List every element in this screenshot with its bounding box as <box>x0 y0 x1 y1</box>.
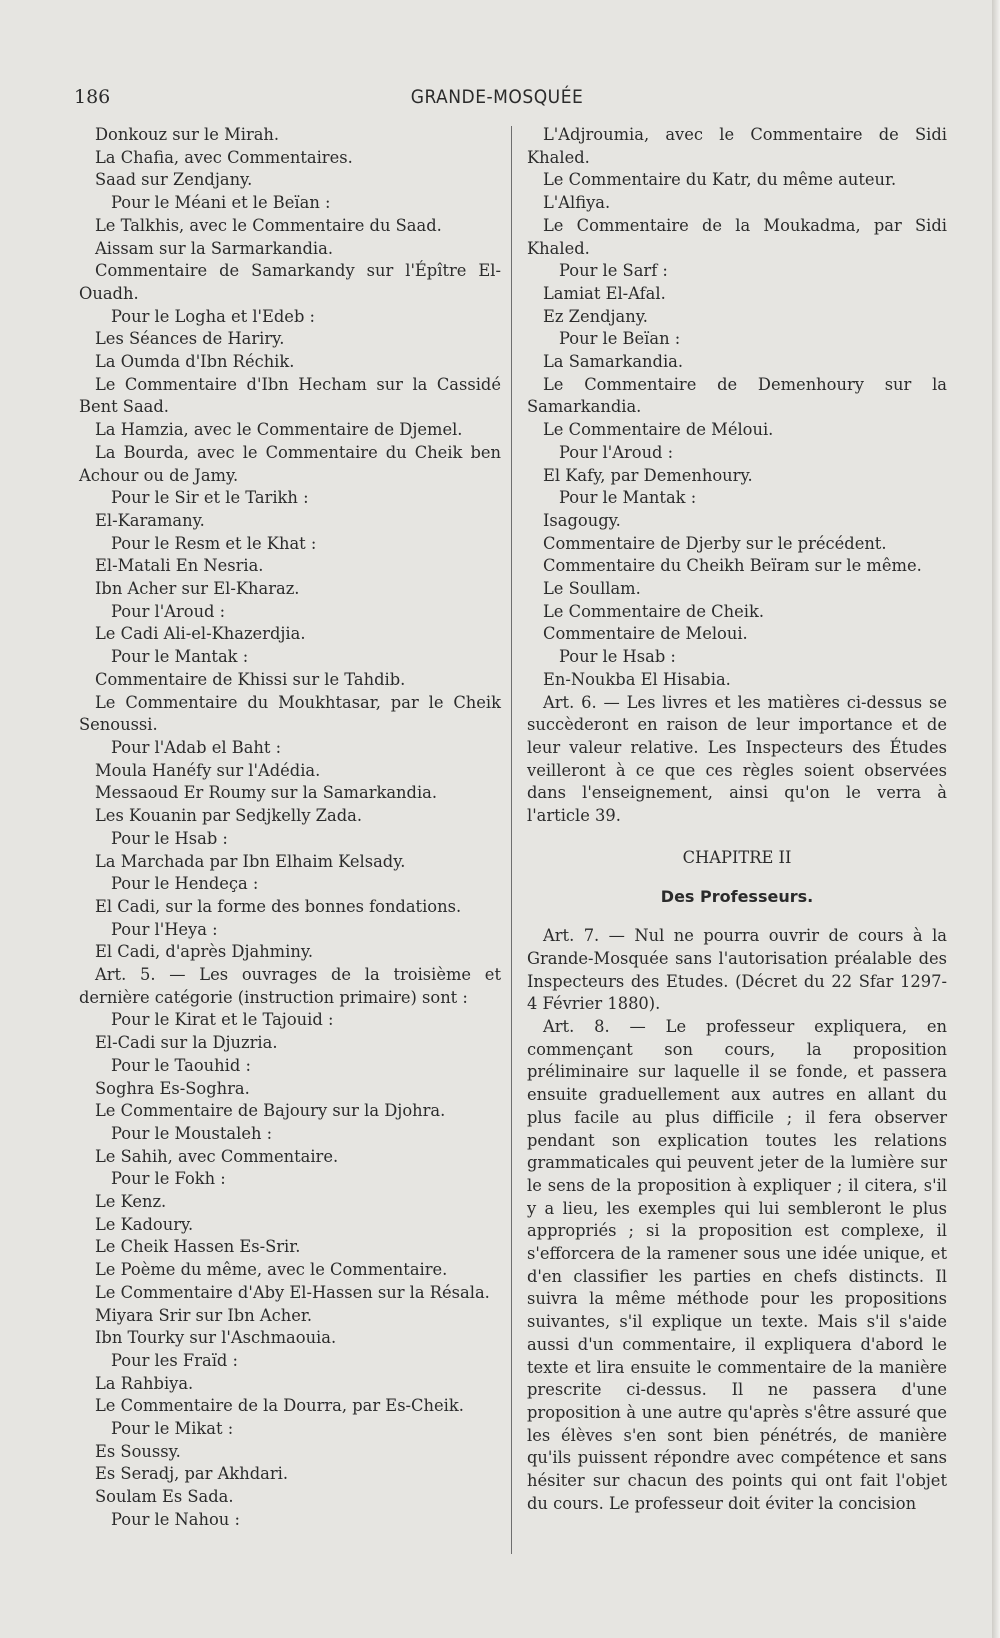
text-line: Ez Zendjany. <box>543 306 648 326</box>
text-line: Le Commentaire de Bajoury sur la Djohra. <box>95 1101 446 1121</box>
text-line: Ibn Acher sur El-Kharaz. <box>95 579 300 599</box>
text-line: Le Commentaire de la Moukadma, par Sidi Khaled. <box>527 215 947 258</box>
text-line: La Hamzia, avec le Commentaire de Djemel. <box>95 420 463 440</box>
text-line: Commentaire de Khissi sur le Tahdib. <box>95 669 406 689</box>
text-line: Pour le Moustaleh : <box>111 1123 273 1143</box>
text-line: Le Commentaire du Moukhtasar, par le Cheik Senoussi. <box>79 692 501 735</box>
text-line: Les Kouanin par Sedjkelly Zada. <box>95 806 363 826</box>
text-line: Les Séances de Hariry. <box>95 329 285 349</box>
text-line: Isagougy. <box>543 510 621 530</box>
text-line: Pour le Hsab : <box>111 828 228 848</box>
text-line: Es Soussy. <box>95 1441 181 1461</box>
text-line: Le Kenz. <box>95 1192 167 1212</box>
text-line: Commentaire du Cheikh Beïram sur le même. <box>543 556 922 576</box>
text-line: Pour l'Aroud : <box>559 442 674 462</box>
text-line: Pour le Logha et l'Edeb : <box>111 306 316 326</box>
text-line: Soghra Es-Soghra. <box>95 1078 250 1098</box>
text-line: Le Commentaire de la Dourra, par Es-Cheik. <box>95 1396 464 1416</box>
text-line: Messaoud Er Roumy sur la Samarkandia. <box>95 783 438 803</box>
text-line: Pour le Fokh : <box>111 1169 226 1189</box>
text-line: La Bourda, avec le Commentaire du Cheik ben Achour ou de Jamy. <box>79 442 501 485</box>
text-line: El Cadi, d'après Djahminy. <box>95 942 314 962</box>
text-line: La Marchada par Ibn Elhaim Kelsady. <box>95 851 406 871</box>
text-line: Le Soullam. <box>543 579 641 599</box>
text-line: Le Commentaire de Cheik. <box>543 601 764 621</box>
text-line: En-Noukba El Hisabia. <box>543 669 731 689</box>
text-line: Le Cadi Ali-el-Khazerdjia. <box>95 624 306 644</box>
text-line: Miyara Srir sur Ibn Acher. <box>95 1305 313 1325</box>
text-line: L'Adjroumia, avec le Commentaire de Sidi Khaled. <box>527 125 947 167</box>
text-line: Le Sahih, avec Commentaire. <box>95 1146 339 1166</box>
text-line: Le Commentaire de Demenhoury sur la Samarkandia. <box>527 374 947 417</box>
text-line: El Kafy, par Demenhoury. <box>543 465 753 485</box>
text-line: Ibn Tourky sur l'Aschmaouia. <box>95 1328 337 1348</box>
page-header <box>74 86 920 116</box>
text-line: Pour les Fraïd : <box>111 1350 238 1370</box>
text-line: Le Kadoury. <box>95 1214 194 1234</box>
text-line: La Samarkandia. <box>543 352 684 372</box>
text-line: Le Commentaire du Katr, du même auteur. <box>543 170 897 190</box>
text-line: Le Commentaire de Méloui. <box>543 420 774 440</box>
text-line: Le Commentaire d'Ibn Hecham sur la Cassidé Bent Saad. <box>79 374 501 417</box>
text-line: Commentaire de Djerby sur le précédent. <box>543 533 887 553</box>
text-line: Pour le Mikat : <box>111 1419 234 1439</box>
text-line: El-Matali En Nesria. <box>95 556 264 576</box>
running-title: GRANDE-MOSQUÉE <box>410 86 584 108</box>
text-line: Le Commentaire d'Aby El-Hassen sur la Résala. <box>95 1282 490 1302</box>
text-line: Pour le Taouhid : <box>111 1055 251 1075</box>
text-line: L'Alfiya. <box>543 193 611 213</box>
chapter-title: CHAPITRE II <box>682 847 792 867</box>
text-line: Pour l'Adab el Baht : <box>111 737 282 757</box>
text-line: Es Seradj, par Akhdari. <box>95 1464 289 1484</box>
text-line: Art. 6. — Les livres et les matières ci-dessus se succèderont en raison de leur importance et de leur valeur relative. Les Inspecteurs des Études veilleront à ce que ces règles soient observées dans l'enseignement, ainsi qu'on le verra à l'article 39. <box>527 692 947 826</box>
text-line: Art. 8. — Le professeur expliquera, en commençant son cours, la proposition préliminaire sur laquelle il se fonde, et passera ensuite graduellement aux autres en allant du plus facile au plus difficile ; il fera observer pendant son explication toutes les relations grammaticales qui peuvent jeter de la lumière sur le sens de la proposition à expliquer ; il citera, s'il y a lieu, les exemples qui lui sembleront le plus appropriés ; si la proposition est complexe, il s'efforcera de la ramener sous une idée unique, et d'en classifier les parties en chefs distincts. Il suivra la même méthode pour les propositions suivantes, s'il explique un texte. Mais s'il s'aide aussi d'un commentaire, il expliquera d'abord le texte et lira ensuite le commentaire de la manière prescrite ci-dessus. Il ne passera d'une proposition à une autre qu'après s'être assuré que les élèves s'en sont bien pénétrés, de manière qu'ils puissent répondre avec compétence et sans hésiter sur chacun des points qui ont fait l'objet du cours. Le professeur doit éviter la concision <box>527 1017 947 1513</box>
text-line: El-Karamany. <box>95 510 205 530</box>
text-line: Pour le Hendeça : <box>111 874 259 894</box>
text-line: Art. 7. — Nul ne pourra ouvrir de cours à la Grande-Mosquée sans l'autorisation préalable des Inspecteurs des Etudes. (Décret du 22 Sfar 1297-4 Février 1880). <box>527 926 947 1014</box>
text-line: Pour le Méani et le Beïan : <box>111 193 331 213</box>
text-line: Pour l'Aroud : <box>111 601 226 621</box>
right-column <box>527 124 947 1515</box>
chapter-subtitle: Des Professeurs. <box>660 886 814 906</box>
text-line: Pour le Sir et le Tarikh : <box>111 488 309 508</box>
text-line: Donkouz sur le Mirah. <box>95 125 280 144</box>
text-line: Le Talkhis, avec le Commentaire du Saad. <box>95 215 442 235</box>
text-line: La Rahbiya. <box>95 1373 194 1393</box>
text-line: Pour le Resm et le Khat : <box>111 533 317 553</box>
text-line: Pour le Hsab : <box>559 647 676 667</box>
text-line: Art. 5. — Les ouvrages de la troisième et dernière catégorie (instruction primaire) sont : <box>79 965 501 1007</box>
text-line: Pour le Mantak : <box>559 488 697 508</box>
text-line: Le Cheik Hassen Es-Srir. <box>95 1237 301 1257</box>
text-line: Lamiat El-Afal. <box>543 283 666 303</box>
page-edge-shadow <box>992 0 1000 1638</box>
text-line: Pour le Kirat et le Tajouid : <box>111 1010 334 1030</box>
right-column-top <box>527 124 947 828</box>
text-line: El Cadi, sur la forme des bonnes fondations. <box>95 896 462 916</box>
column-divider <box>511 126 512 1554</box>
text-line: Pour le Mantak : <box>111 647 249 667</box>
text-line: Pour l'Heya : <box>111 919 218 939</box>
left-column <box>79 124 501 1532</box>
text-line: Pour le Sarf : <box>559 261 668 281</box>
text-line: Moula Hanéfy sur l'Adédia. <box>95 760 321 780</box>
text-line: Pour le Beïan : <box>559 329 681 349</box>
text-line: La Chafia, avec Commentaires. <box>95 147 353 167</box>
text-line: Pour le Nahou : <box>111 1509 240 1529</box>
text-line: El-Cadi sur la Djuzria. <box>95 1033 278 1053</box>
text-line: Soulam Es Sada. <box>95 1487 234 1507</box>
right-column-bottom <box>527 925 947 1515</box>
text-line: Commentaire de Samarkandy sur l'Épître El-Ouadh. <box>79 261 501 303</box>
text-line: Aissam sur la Sarmarkandia. <box>95 238 334 258</box>
page-number: 186 <box>74 86 111 108</box>
text-line: Le Poème du même, avec le Commentaire. <box>95 1260 448 1280</box>
text-line: Commentaire de Meloui. <box>543 624 748 644</box>
text-line: Saad sur Zendjany. <box>95 170 253 190</box>
text-line: La Oumda d'Ibn Réchik. <box>95 352 295 372</box>
